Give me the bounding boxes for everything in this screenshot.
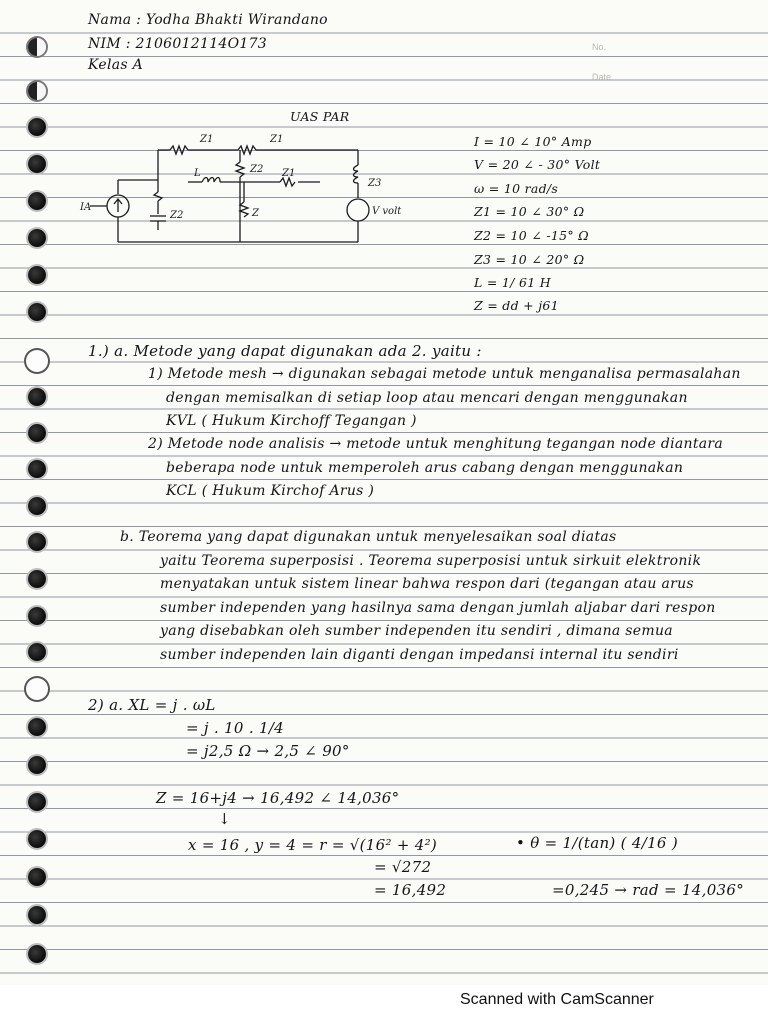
binder-hole [28,643,46,661]
resistor-z3 [354,165,359,183]
q2-z-line: Z = 16+j4 → 16,492 ∠ 14,036° [156,789,400,807]
q2a-line3: = j2,5 Ω → 2,5 ∠ 90° [186,742,350,760]
label-z1b: Z1 [270,134,284,145]
q1a-heading: 1.) a. Metode yang dapat digunakan ada 2. yaitu : [88,342,482,360]
student-nim: NIM : 2106012114O173 [88,36,268,52]
binder-hole [28,38,46,56]
binder-hole [28,533,46,551]
binder-hole [28,118,46,136]
q2-xy-line: x = 16 , y = 4 = r = √(16² + 4²) [188,836,438,854]
inductor-l [202,178,220,183]
q1a-point1-line1: 1) Metode mesh → digunakan sebagai metode untuk menganalisa permasalahan [148,366,741,382]
given-i: I = 10 ∠ 10° Amp [474,134,592,149]
given-l: L = 1/ 61 H [474,275,551,290]
binder-hole [28,155,46,173]
binder-hole [28,945,46,963]
resistor-z1-mid [238,146,256,154]
student-class: Kelas A [88,57,144,73]
binder-hole [28,793,46,811]
label-z3: Z3 [368,178,382,189]
binder-hole [28,82,46,100]
binder-hole [28,570,46,588]
label-z1a: Z1 [200,134,214,145]
label-z2-mid: Z2 [250,164,264,175]
given-omega: ω = 10 rad/s [474,181,559,196]
q2-r-line2: = √272 [374,858,432,876]
resistor-z2-left [154,192,162,201]
resistor-z [240,202,248,217]
q2-r-line3: = 16,492 [374,881,447,899]
binder-hole [28,497,46,515]
given-v: V = 20 ∠ - 30° Volt [474,157,601,172]
binder-hole [28,266,46,284]
q2-arrow-down: ↓ [218,810,231,828]
binder-hole [28,756,46,774]
binder-hole [28,868,46,886]
binder-hole [28,424,46,442]
q2a-line2: = j . 10 . 1/4 [186,719,285,737]
date-label: Date [592,72,612,82]
q2-theta-line1: • θ = 1/(tan) ( 4/16 ) [516,834,678,852]
q1b-line6: sumber independen lain diganti dengan impedansi internal itu sendiri [160,647,679,663]
binder-hole [28,906,46,924]
student-name: Nama : Yodha Bhakti Wirandano [88,12,328,28]
resistor-z2-mid [236,162,244,177]
binder-hole [26,678,48,700]
circuit-diagram [70,120,410,255]
label-z2-left: Z2 [170,210,184,221]
binder-hole [28,460,46,478]
label-z1c: Z1 [282,168,296,179]
given-z2: Z2 = 10 ∠ -15° Ω [474,228,589,243]
voltage-source [347,199,369,221]
q1b-line2: yaitu Teorema superposisi . Teorema superposisi untuk sirkuit elektronik [160,553,702,569]
q1a-point1-line3: KVL ( Hukum Kirchoff Tegangan ) [166,413,417,429]
q1a-point2-line1: 2) Metode node analisis → metode untuk menghitung tegangan node diantara [148,436,724,452]
label-voltage-source: V volt [372,206,402,217]
binder-hole [28,830,46,848]
binder-hole [28,607,46,625]
binder-hole [28,388,46,406]
q1a-point2-line2: beberapa node untuk memperoleh arus cabang dengan menggunakan [166,460,684,476]
q1a-point2-line3: KCL ( Hukum Kirchof Arus ) [166,483,375,499]
resistor-z1-left [170,146,188,154]
q2a-line1: 2) a. XL = j . ωL [88,696,216,714]
q1b-line1: b. Teorema yang dapat digunakan untuk menyelesaikan soal diatas [120,529,617,545]
binder-hole [28,303,46,321]
label-current-source: IA [80,202,92,213]
q1b-line4: sumber independen yang hasilnya sama dengan jumlah aljabar dari respon [160,600,716,616]
given-z: Z = dd + j61 [474,298,559,313]
binder-hole [28,192,46,210]
label-z: Z [252,208,259,219]
q1b-line3: menyatakan untuk sistem linear bahwa respon dari (tegangan atau arus [160,576,694,592]
resistor-z1-inner [280,178,295,186]
label-l: L [194,168,201,179]
given-z1: Z1 = 10 ∠ 30° Ω [474,204,585,219]
q1a-point1-line2: dengan memisalkan di setiap loop atau mencari dengan menggunakan [166,390,688,406]
scanner-footer [0,985,768,1024]
given-z3: Z3 = 10 ∠ 20° Ω [474,252,585,267]
binder-hole [28,718,46,736]
binder-hole [26,350,48,372]
binder-hole [28,229,46,247]
no-label: No. [592,42,607,52]
q1b-line5: yang disebabkan oleh sumber independen itu sendiri , dimana semua [160,623,673,639]
scanner-watermark: Scanned with CamScanner [460,991,654,1008]
page-title: UAS PAR [290,109,350,124]
q2-theta-line2: =0,245 → rad = 14,036° [552,881,745,899]
